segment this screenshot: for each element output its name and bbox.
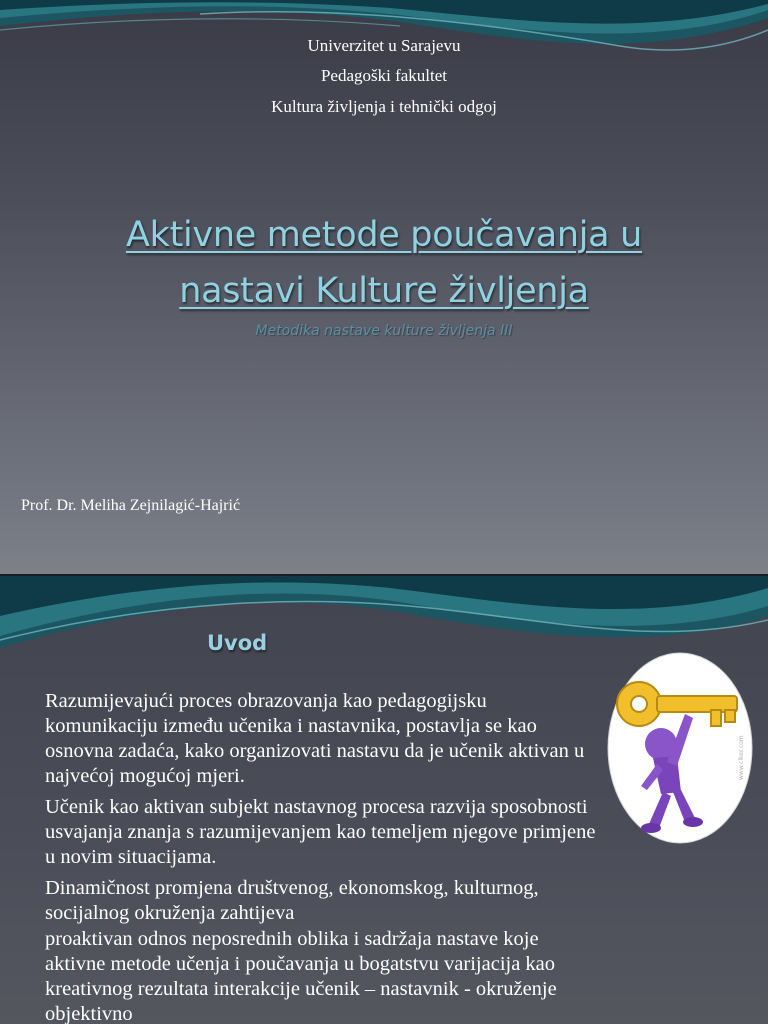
paragraph: Razumijevajući proces obrazovanja kao pedagogijsku komunikaciju između učenika i nastavnika, postavlja se kao osnovna zadaća, kako organizovati nastavu da je učenik aktivan u najvećoj mogućoj mjeri. <box>45 690 585 787</box>
key-figure-illustration <box>607 652 753 844</box>
university-name: Univerzitet u Sarajevu <box>307 36 461 55</box>
intro-slide <box>0 576 768 1024</box>
faculty-name: Pedagoški fakultet <box>320 66 448 85</box>
paragraph: Učenik kao aktivan subjekt nastavnog procesa razvija sposobnosti usvajanja znanja s razumijevanjem kao temeljem njegove primjene u novim situacijama. <box>45 796 596 868</box>
slide-subtitle: Metodika nastave kulture življenja III <box>255 323 513 339</box>
paragraph: Dinamičnost promjena društvenog, ekonomskog, kulturnog, socijalnog okruženja zahtijeva <box>45 877 539 924</box>
wave-decoration <box>0 0 768 70</box>
slide-title-line-1: Aktivne metode poučavanja u <box>125 215 643 255</box>
slide-heading: Uvod <box>207 631 268 655</box>
author-name: Prof. Dr. Meliha Zejnilagić-Hajrić <box>21 497 241 514</box>
slide-title-line-2: nastavi Kulture življenja <box>179 271 589 311</box>
body-text <box>45 689 600 1024</box>
paragraph: proaktivan odnos neposrednih oblika i sadržaja nastave koje aktivne metode učenja i poučavanja u bogatstvu varijacija kao kreativnog rezultata interakcije učenik – nastavnik - okruženje objektivno <box>45 928 557 1024</box>
department-name: Kultura življenja i tehnički odgoj <box>271 97 497 116</box>
watermark-text: www.clker.com <box>738 735 745 780</box>
